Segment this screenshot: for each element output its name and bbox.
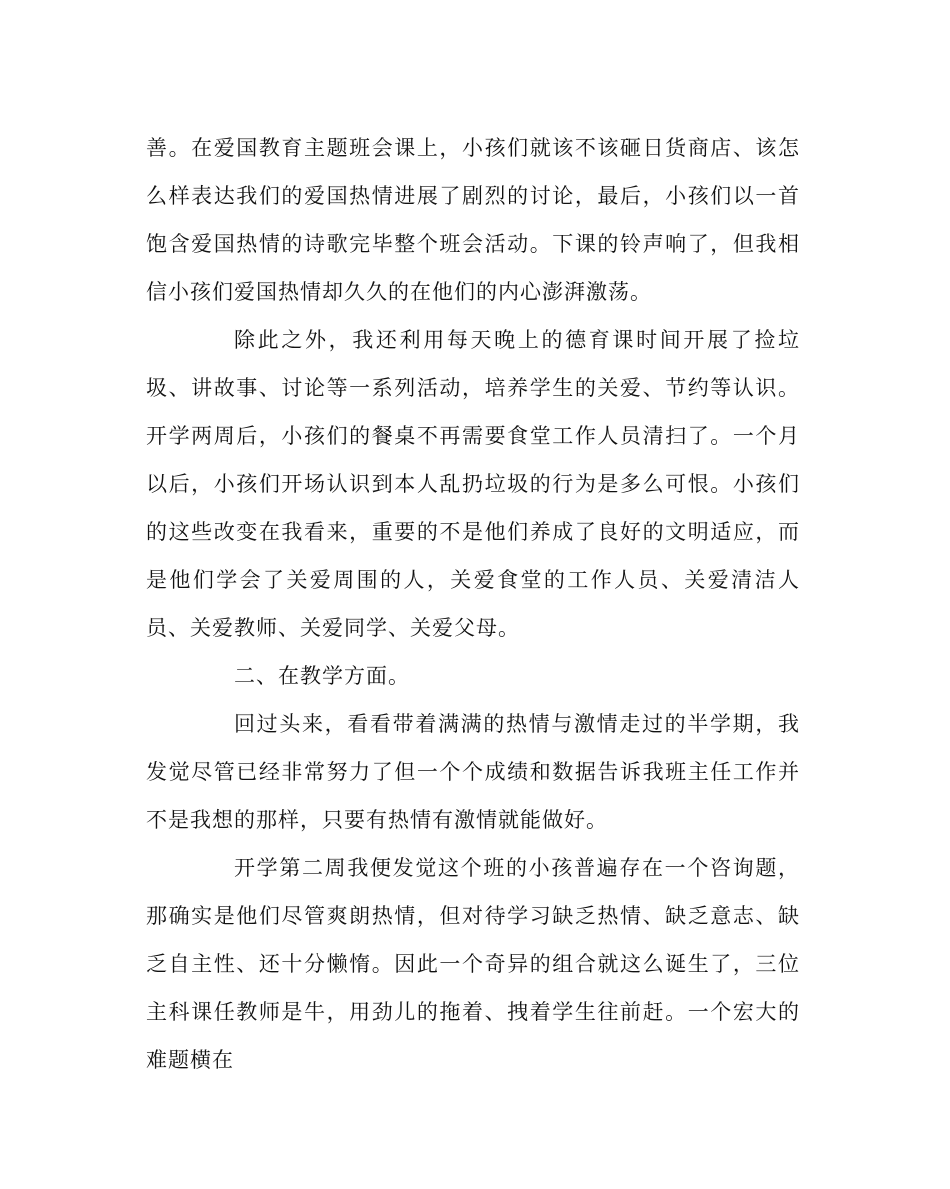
- paragraph-continuation: 善。在爱国教育主题班会课上，小孩们就该不该砸日货商店、该怎么样表达我们的爱国热情进展了剧烈的讨论，最后，小孩们以一首饱含爱国热情的诗歌完毕整个班会活动。下课的铃声响了，但我相信小孩们爱国热情却久久的在他们的内心澎湃激荡。: [146, 136, 800, 304]
- document-body: [146, 124, 800, 1084]
- paragraph-problem: 开学第二周我便发觉这个班的小孩普遍存在一个咨询题，那确实是他们尽管爽朗热情，但对待学习缺乏热情、缺乏意志、缺乏自主性、还十分懒惰。因此一个奇异的组合就这么诞生了，三位主科课任教师是牛，用劲儿的拖着、拽着学生往前赶。一个宏大的难题横在: [146, 856, 800, 1072]
- paragraph-reflection: 回过头来，看看带着满满的热情与激情走过的半学期，我发觉尽管已经非常努力了但一个个成绩和数据告诉我班主任工作并不是我想的那样，只要有热情有激情就能做好。: [146, 712, 800, 832]
- section-heading-teaching: 二、在教学方面。: [234, 664, 410, 688]
- paragraph-activities: 除此之外，我还利用每天晚上的德育课时间开展了捡垃圾、讲故事、讨论等一系列活动，培养学生的关爱、节约等认识。开学两周后，小孩们的餐桌不再需要食堂工作人员清扫了。一个月以后，小孩们开场认识到本人乱扔垃圾的行为是多么可恨。小孩们的这些改变在我看来，重要的不是他们养成了良好的文明适应，而是他们学会了关爱周围的人，关爱食堂的工作人员、关爱清洁人员、关爱教师、关爱同学、关爱父母。: [146, 328, 800, 640]
